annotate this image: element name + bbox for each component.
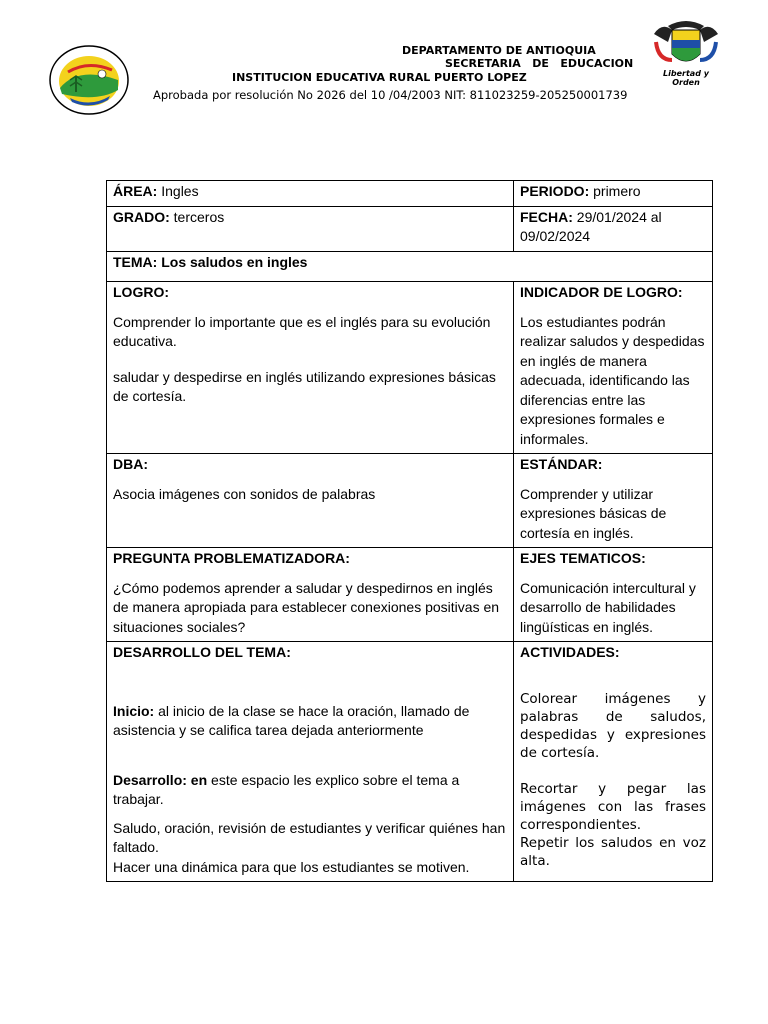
ejes-text: Comunicación intercultural y desarrollo de habilidades lingüísticas en inglés.: [520, 579, 696, 635]
desarrollo-text-3: Hacer una dinámica para que los estudiantes se motiven.: [113, 858, 470, 875]
cell-actividades: [514, 642, 713, 882]
area-value: Ingles: [157, 183, 199, 199]
tema-label: TEMA:: [113, 253, 158, 270]
cell-grado: [107, 206, 514, 251]
header-secretary: SECRETARIA DE EDUCACION: [445, 57, 634, 70]
school-logo: [48, 44, 130, 116]
grado-label: GRADO:: [113, 208, 170, 225]
cell-pregunta: [107, 548, 514, 642]
actividades-label: ACTIVIDADES:: [520, 644, 620, 660]
ejes-label: EJES TEMATICOS:: [520, 550, 646, 566]
cell-ejes: [514, 548, 713, 642]
cell-tema: [107, 251, 713, 282]
cell-periodo: [514, 181, 713, 207]
row-grado-fecha: [107, 206, 713, 251]
periodo-label: PERIODO:: [520, 183, 590, 199]
dba-label: DBA:: [113, 456, 148, 472]
header-resolution: Aprobada por resolución No 2026 del 10 /04/2003 NIT: 811023259-205250001739: [153, 88, 628, 102]
indicador-label: INDICADOR DE LOGRO:: [520, 284, 683, 300]
row-tema: [107, 251, 713, 282]
lesson-plan-table: [106, 180, 713, 882]
header-department: DEPARTAMENTO DE ANTIOQUIA: [402, 44, 596, 57]
indicador-text: Los estudiantes podrán realizar saludos y despedidas en inglés de manera adecuada, identificando las diferencias entre las expresiones formales e informales.: [520, 313, 705, 447]
actividad-3: Repetir los saludos en voz alta.: [520, 834, 706, 869]
logro-text-2: saludar y despedirse en inglés utilizando expresiones básicas de cortesía.: [113, 368, 496, 404]
inicio-label: Inicio:: [113, 702, 155, 719]
cell-estandar: [514, 454, 713, 548]
grado-value: terceros: [169, 208, 225, 225]
actividad-2: Recortar y pegar las imágenes con las frases correspondientes.: [520, 780, 706, 833]
row-logro: [107, 282, 713, 454]
inicio-body: al inicio de la clase se hace la oración, llamado de asistencia y se califica tarea dejada anteriormente: [113, 702, 470, 738]
cell-fecha: [514, 206, 713, 251]
header-institution: INSTITUCION EDUCATIVA RURAL PUERTO LOPEZ: [232, 71, 527, 84]
cell-desarrollo: [107, 642, 514, 882]
pregunta-label: PREGUNTA PROBLEMATIZADORA:: [113, 550, 350, 566]
estandar-text: Comprender y utilizar expresiones básicas de cortesía en inglés.: [520, 485, 667, 541]
pregunta-text: ¿Cómo podemos aprender a saludar y despedirnos en inglés de manera apropiada para establecer conexiones positivas en situaciones sociales?: [113, 579, 500, 635]
periodo-value: primero: [589, 183, 641, 199]
row-dba: [107, 454, 713, 548]
logro-label: LOGRO:: [113, 284, 169, 300]
desarrollo-text-2: Saludo, oración, revisión de estudiantes y verificar quiénes han faltado.: [113, 819, 506, 855]
actividad-1: Colorear imágenes y palabras de saludos, despedidas y expresiones de cortesía.: [520, 690, 706, 761]
desarrollo-sub-text: [113, 771, 507, 810]
desarrollo-sub-body: este espacio les explico sobre el tema a trabajar.: [113, 771, 460, 807]
row-area-periodo: [107, 181, 713, 207]
row-desarrollo: [107, 642, 713, 882]
cell-indicador: [514, 282, 713, 454]
row-pregunta: [107, 548, 713, 642]
area-label: ÁREA:: [113, 183, 158, 199]
tema-value: Los saludos en ingles: [157, 253, 308, 270]
fecha-value: 29/01/2024 al 09/02/2024: [520, 208, 662, 244]
cell-dba: [107, 454, 514, 548]
logro-text-1: Comprender lo importante que es el inglés para su evolución educativa.: [113, 313, 491, 349]
cell-area: [107, 181, 514, 207]
cell-logro: [107, 282, 514, 454]
fecha-label: FECHA:: [520, 208, 573, 225]
desarrollo-sub-label: Desarrollo: en: [113, 771, 208, 788]
estandar-label: ESTÁNDAR:: [520, 456, 603, 472]
dba-text: Asocia imágenes con sonidos de palabras: [113, 485, 376, 502]
desarrollo-label: DESARROLLO DEL TEMA:: [113, 644, 291, 660]
inicio-text: [113, 702, 507, 741]
coat-of-arms-caption: Libertad y Orden: [663, 69, 709, 87]
